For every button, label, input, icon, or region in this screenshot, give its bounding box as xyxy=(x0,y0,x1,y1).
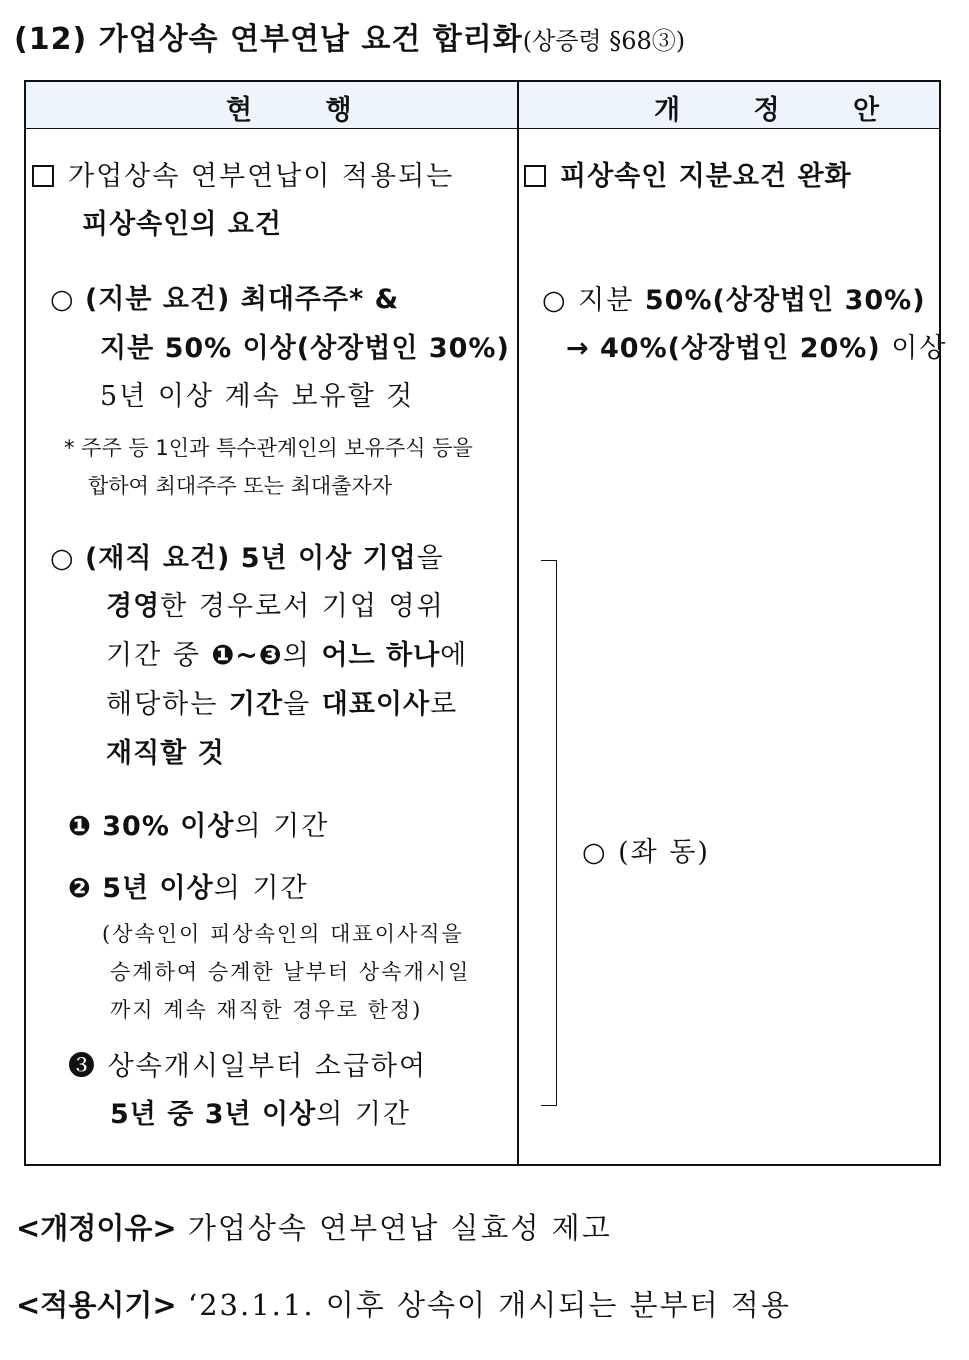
reason-text: 가업상속 연부연납 실효성 제고 xyxy=(176,1211,612,1245)
reason-row xyxy=(16,1206,612,1247)
tenure-line2: 경영한 경우로서 기업 영위 xyxy=(106,591,445,622)
option-2-note-line1: (상속인이 피상속인의 대표이사직을 xyxy=(102,922,464,946)
header-current: 현 행 xyxy=(226,95,384,126)
effective-date-row xyxy=(16,1283,791,1324)
share-requirement-line2: 지분 50% 이상(상장법인 30%) xyxy=(100,333,510,364)
option-2-note-line3: 까지 계속 재직한 경우로 한정) xyxy=(110,998,423,1022)
footnote-line2: 합하여 최대주주 또는 최대출자자 xyxy=(88,474,393,498)
option-2-note-line2: 승계하여 승계한 날부터 상속개시일 xyxy=(110,960,471,984)
option-3-line2: 5년 중 3년 이상의 기간 xyxy=(110,1099,412,1130)
tenure-line5: 재직할 것 xyxy=(106,738,225,769)
revised-same-as-left: ○ (좌 동) xyxy=(582,837,710,868)
tenure-line4: 해당하는 기간을 대표이사로 xyxy=(106,689,459,720)
effective-date-text: ‘23.1.1. 이후 상속이 개시되는 분부터 적용 xyxy=(176,1288,791,1322)
share-requirement-line3: 5년 이상 계속 보유할 것 xyxy=(100,381,415,412)
option-3-line1: ❸ 상속개시일부터 소급하여 xyxy=(68,1051,428,1082)
checkbox-icon xyxy=(32,165,54,187)
tenure-line1: ○ (재직 요건) 5년 이상 기업을 xyxy=(50,543,445,574)
tenure-line3: 기간 중 ❶~❸의 어느 하나에 xyxy=(106,640,469,671)
header-revised: 개 정 안 xyxy=(654,95,912,126)
reason-label: <개정이유> xyxy=(16,1211,177,1245)
option-2: ❷ 5년 이상의 기간 xyxy=(68,873,309,904)
revised-share-line2: → 40%(상장법인 20%) 이상 xyxy=(566,333,948,364)
current-requirement-subject: 피상속인의 요건 xyxy=(82,209,282,240)
comparison-table xyxy=(24,80,948,1166)
page-title xyxy=(14,14,685,58)
option-1: ❶ 30% 이상의 기간 xyxy=(68,811,330,842)
title-reference: (상증령 §68③) xyxy=(522,27,686,55)
revised-share-line1: ○ 지분 50%(상장법인 30%) xyxy=(542,285,926,316)
checkbox-icon xyxy=(524,165,546,187)
effective-date-label: <적용시기> xyxy=(16,1288,177,1322)
column-divider xyxy=(517,82,519,1164)
footnote-line1: * 주주 등 1인과 특수관계인의 보유주식 등을 xyxy=(64,436,473,460)
share-requirement-line1: ○ (지분 요건) 최대주주* & xyxy=(50,284,400,315)
bracket-line xyxy=(541,560,557,1106)
title-main: (12) 가업상속 연부연납 요건 합리화 xyxy=(14,22,523,57)
revised-heading: 피상속인 지분요건 완화 xyxy=(524,154,852,193)
current-requirement-heading: 가업상속 연부연납이 적용되는 xyxy=(32,154,454,193)
table-header xyxy=(26,82,939,129)
